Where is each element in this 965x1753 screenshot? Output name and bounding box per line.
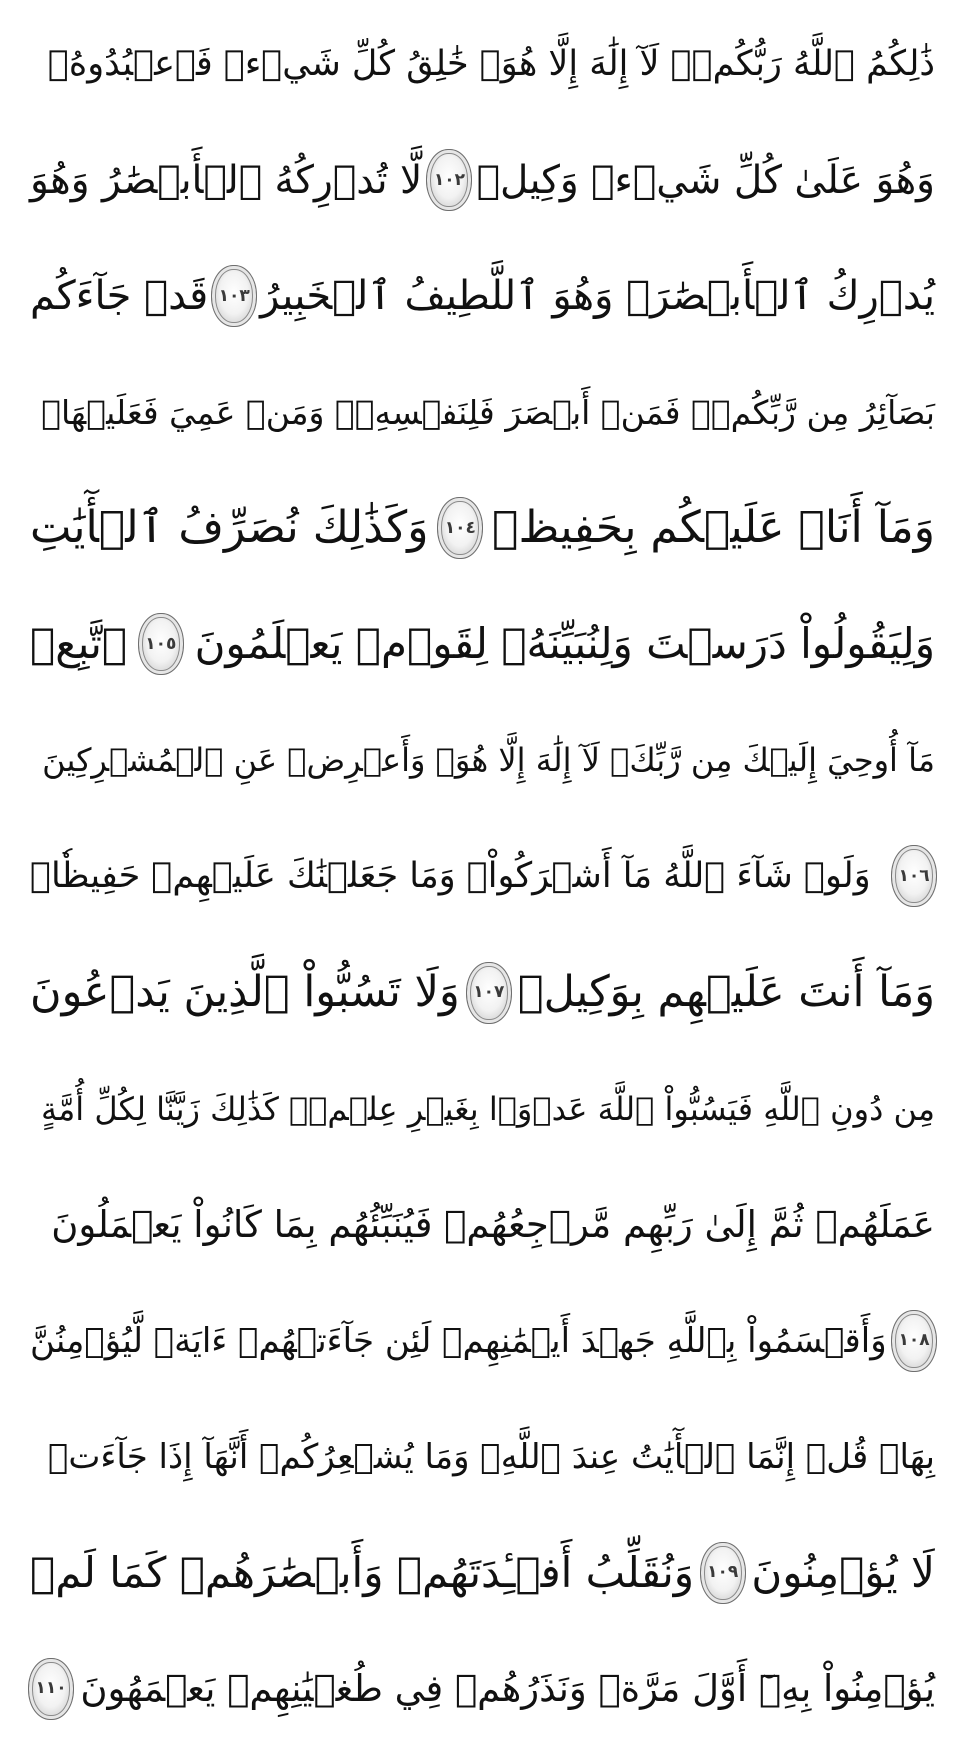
verse-text: ٱتَّبِعۡ — [30, 619, 128, 669]
verse-text: وَنُقَلِّبُ أَفۡـِٔدَتَهُمۡ وَأَبۡصَٰرَهُمۡ كَمَا لَمۡ — [30, 1547, 695, 1597]
verse-text: وَلَا تَسُبُّواْ ٱلَّذِينَ يَدۡعُونَ — [30, 967, 460, 1018]
verse-line — [28, 818, 937, 934]
verse-text: لَا يُؤۡمِنُونَ — [751, 1547, 935, 1597]
verse-text: وَمَآ أَنَا۠ عَلَيۡكُم بِحَفِيظٖ — [492, 502, 935, 554]
verse-line — [28, 6, 937, 122]
ayah-number-marker: ١٠٨ — [891, 1310, 937, 1372]
verse-text: وَكَذَٰلِكَ نُصَرِّفُ ٱلۡأٓيَٰتِ — [30, 502, 429, 554]
verse-text: وَهُوَ عَلَىٰ كُلِّ شَيۡءٖ وَكِيلٞ — [476, 157, 935, 203]
ayah-number-marker: ١٠٢ — [426, 149, 472, 211]
verse-text: يُؤۡمِنُواْ بِهِۦٓ أَوَّلَ مَرَّةٖ وَنَذَرُهُمۡ فِي طُغۡيَٰنِهِمۡ يَعۡمَهُونَ — [80, 1667, 935, 1711]
verse-line — [28, 122, 937, 238]
verse-line — [28, 586, 937, 702]
verse-text: مِن دُونِ ٱللَّهِ فَيَسُبُّواْ ٱللَّهَ عَدۡوَۢا بِغَيۡرِ عِلۡمٖۗ كَذَٰلِكَ زَيَّنَّا لِكُلِّ أُمَّةٍ — [40, 1089, 935, 1128]
ayah-number-marker: ١٠٧ — [466, 962, 512, 1024]
verse-line — [28, 470, 937, 586]
ayah-number-marker: ١٠٥ — [138, 613, 184, 675]
verse-text: وَلَوۡ شَآءَ ٱللَّهُ مَآ أَشۡرَكُواْۗ وَمَا جَعَلۡنَٰكَ عَلَيۡهِمۡ حَفِيظٗاۖ — [30, 855, 871, 896]
verse-text: قَدۡ جَآءَكُم — [30, 273, 209, 320]
ayah-number-marker: ١٠٤ — [437, 497, 483, 559]
verse-text: لَّا تُدۡرِكُهُ ٱلۡأَبۡصَٰرُ وَهُوَ — [30, 157, 423, 203]
ayah-number-marker: ١٠٩ — [700, 1542, 746, 1604]
verse-text: بِهَاۚ قُلۡ إِنَّمَا ٱلۡأٓيَٰتُ عِندَ ٱللَّهِۖ وَمَا يُشۡعِرُكُمۡ أَنَّهَآ إِذَا جَآءَتۡ — [47, 1436, 935, 1477]
ayah-number-marker: ١٠٦ — [891, 845, 937, 907]
verse-line — [28, 1631, 937, 1747]
verse-line — [28, 702, 937, 818]
verse-text: وَلِيَقُولُواْ دَرَسۡتَ وَلِنُبَيِّنَهُۥ لِقَوۡمٖ يَعۡلَمُونَ — [194, 619, 935, 669]
verse-line — [28, 1051, 937, 1167]
verse-text: بَصَآئِرُ مِن رَّبِّكُمۡۖ فَمَنۡ أَبۡصَرَ فَلِنَفۡسِهِۦۖ وَمَنۡ عَمِيَ فَعَلَيۡهَاۚ — [41, 392, 935, 432]
ayah-number-marker: ١١٠ — [28, 1658, 74, 1720]
verse-line — [28, 935, 937, 1051]
verse-text: عَمَلَهُمۡ ثُمَّ إِلَىٰ رَبِّهِم مَّرۡجِعُهُمۡ فَيُنَبِّئُهُم بِمَا كَانُواْ يَعۡمَلُونَ — [51, 1203, 935, 1247]
verse-text: وَأَقۡسَمُواْ بِٱللَّهِ جَهۡدَ أَيۡمَٰنِهِمۡ لَئِن جَآءَتۡهُمۡ ءَايَةٞ لَّيُؤۡمِنُنَّ — [30, 1320, 887, 1361]
verse-line — [28, 1167, 937, 1283]
verse-text: وَمَآ أَنتَ عَلَيۡهِم بِوَكِيلٖ — [517, 967, 935, 1018]
verse-text: مَآ أُوحِيَ إِلَيۡكَ مِن رَّبِّكَۖ لَآ إِلَٰهَ إِلَّا هُوَۖ وَأَعۡرِضۡ عَنِ ٱلۡمُشۡرِكِينَ — [42, 741, 935, 780]
verse-line — [28, 1283, 937, 1399]
verse-line — [28, 1515, 937, 1631]
verse-line — [28, 238, 937, 354]
verse-line — [28, 1399, 937, 1515]
verse-text: يُدۡرِكُ ٱلۡأَبۡصَٰرَۖ وَهُوَ ٱللَّطِيفُ ٱلۡخَبِيرُ — [260, 273, 935, 320]
ayah-number-marker: ١٠٣ — [211, 265, 257, 327]
verse-text: ذَٰلِكُمُ ٱللَّهُ رَبُّكُمۡۖ لَآ إِلَٰهَ إِلَّا هُوَۖ خَٰلِقُ كُلِّ شَيۡءٖ فَٱعۡبُدُوهُۚ — [47, 43, 935, 84]
verse-line — [28, 354, 937, 470]
